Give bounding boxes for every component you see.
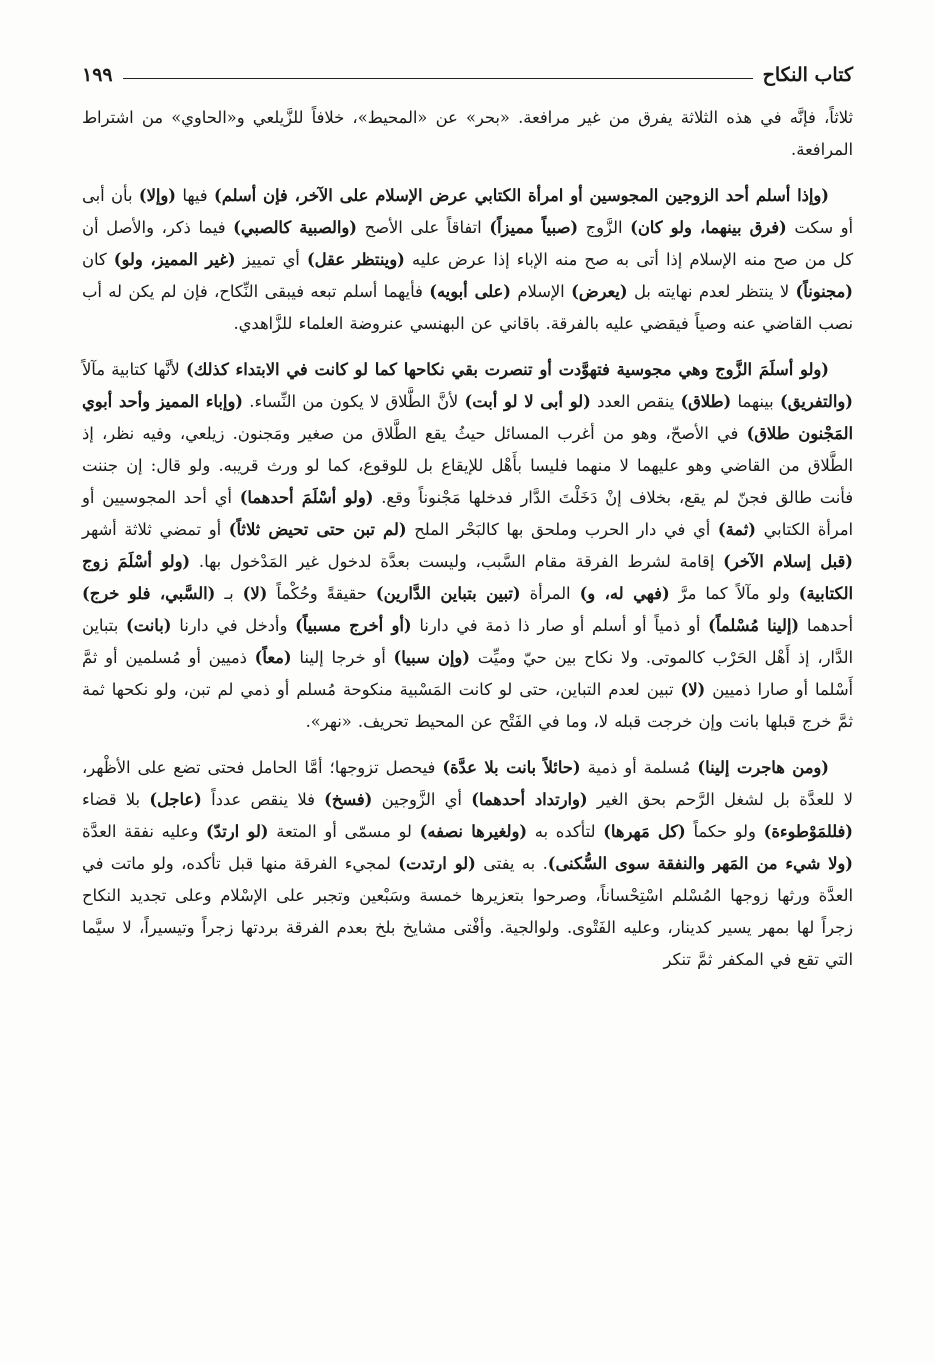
sharh-text: أو تمضي ثلاثة أشهر [82,520,229,539]
matn-text: (السَّبي، فلو خرج) [82,584,216,603]
sharh-text: بتباين الدَّار، إذ أَهْل الحَرْب كالموتى. ولا نكاح بين حيّ وميِّت [82,616,853,667]
sharh-text: فيما ذكر، والأصل أن كل من صح منه الإسلام إذا أتى به صح منه الإباء إذا عرض عليه [82,218,854,269]
sharh-text: الزَّوج [578,218,631,237]
matn-text: (وينتظر عقل) [306,250,405,269]
sharh-text: ذميين أو مُسلمين أو ثمَّ أَسْلما أو صارا ذميين [82,648,853,699]
sharh-text: ولو مآلاً كما مرَّ [669,584,799,603]
sharh-text: أو خرجا إلينا [291,648,394,667]
sharh-text: بلا قضاء [82,790,150,809]
matn-text: (ولا شيء من المَهر والنفقة سوى السُّكنى) [547,854,853,873]
matn-text: (مجنوناً) [795,282,853,301]
matn-text: (وإباء المميز وأحد أبوي المَجْنون طلاق) [82,392,853,443]
sharh-text: الإسلام [510,282,572,301]
matn-text: (قبل إسلام الآخر) [723,552,853,571]
sharh-text: أي تمييز [235,250,307,269]
sharh-text: وعليه نفقة العدَّة [82,822,207,841]
sharh-text: بينهما [731,392,780,411]
paragraph [82,752,853,976]
sharh-text: ثلاثاً، فإنَّه في هذه الثلاثة يفرق من غير مرافعة. «بحر» عن «المحيط»، خلافاً للزَّيلعي و«الحاوي» من اشتراط المرافعة. [82,108,853,159]
matn-text: (لا) [242,584,268,603]
matn-text: (وإذا أسلم أحد الزوجين المجوسين أو امرأة الكتابي عرض الإسلام على الآخر، فإن أسلم) [214,186,829,205]
sharh-text: فيها [176,186,214,205]
running-header [82,58,853,92]
sharh-text: فأيهما أسلم تبعه فيبقى النِّكاح، فإن لم يكن له أب نصب القاضي عنه وصياً فيقضي عليه بالفرقة. باقاني عن البهنسي عنروضة العلماء للزَّاهدي. [82,282,853,333]
matn-text: (لو ارتدت) [398,854,476,873]
page-number: ١٩٩ [82,64,113,86]
matn-text: (فهي له، و) [579,584,670,603]
matn-text: (وإن سبيا) [393,648,470,667]
sharh-text: لأنَّ الطَّلاق لا يكون من النِّساء. [243,392,465,411]
sharh-text: بـ [215,584,243,603]
sharh-text: أو ذمياً أو أسلم أو صار ذا ذمة في دارنا [411,616,709,635]
sharh-text: بأن أبى أو سكت [82,186,853,237]
chapter-title: كتاب النكاح [762,64,853,86]
sharh-text: المرأة [520,584,580,603]
sharh-text: لا ينتظر لعدم نهايته بل [627,282,796,301]
matn-text: (لو أبى لا لو أبت) [464,392,591,411]
sharh-text: فيحصل تزوجها؛ أمَّا الحامل فحتى تضع على الأظْهر، لا للعدَّة بل لشغل الرَّحم بحق الغير [82,758,853,809]
matn-text: (ومن هاجرت إلينا) [697,758,829,777]
matn-text: (عاجل) [149,790,202,809]
sharh-text: وأدخل في دارنا [171,616,296,635]
matn-text: (فللمَوْطوءة) [763,822,853,841]
sharh-text: لتأكده به [527,822,604,841]
matn-text: (والتفريق) [779,392,853,411]
sharh-text: مُسلمة أو ذمية [580,758,698,777]
sharh-text: أحدهما [799,616,853,635]
sharh-text: أي الزَّوجين [372,790,472,809]
matn-text: (لا) [680,680,706,699]
sharh-text: أي أحد المجوسيين أو امرأة الكتابي [82,488,853,539]
sharh-text: لأنَّها كتابية مآلاً [82,360,187,379]
matn-text: (ولغيرها نصفه) [419,822,528,841]
matn-text: (على أبويه) [429,282,511,301]
sharh-text: أي في دار الحرب وملحق بها كالبَحْر الملح [406,520,718,539]
matn-text: (لو ارتدّ) [206,822,269,841]
matn-text: (تبين بتباين الدَّارين) [375,584,521,603]
matn-text: (يعرض) [571,282,628,301]
matn-text: (وارتداد أحدهما) [471,790,588,809]
paragraph [82,354,853,738]
matn-text: (صبياً مميزاً) [489,218,579,237]
sharh-text: اتفاقاً على الأصح [356,218,490,237]
sharh-text: . به يفتى [475,854,548,873]
matn-text: (والصبية كالصبي) [233,218,357,237]
matn-text: (ولو أسلَمَ الزَّوج وهي مجوسية فتهوَّدت أو تنصرت بقي نكاحها كما لو كانت في الابتداء كذلك) [186,360,829,379]
matn-text: (ولو أسْلَمَ زوج الكتابية) [82,552,853,603]
matn-text: (طلاق) [680,392,732,411]
paragraph [82,102,853,166]
matn-text: (معاً) [254,648,292,667]
sharh-text: ينقص العدد [590,392,681,411]
matn-text: (إلينا مُسْلماً) [708,616,800,635]
sharh-text: في الأصحّ، وهو من أغرب المسائل حيثُ يقع الطَّلاق من صغير ومَجنون. زيلعي، وفيه نظر، إذ الطَّلاق من القاضي وهو عليهما لا منهما فليسا بأَهْل للإيقاع بل للوقوع، كما لو ورث قريبه. ولو قال: إن جننت فأنت طالق فجنّ لم يقع، بخلاف إنْ دَخَلْتَ الدَّار فدخلها مَجْنوناً وقع. [82,424,854,507]
sharh-text: حقيقةً وحُكْماً [267,584,376,603]
sharh-text: كان [82,250,114,269]
sharh-text: ولو حكماً [685,822,764,841]
matn-text: (ثمة) [717,520,756,539]
sharh-text: فلا ينقص عدداً [201,790,325,809]
matn-text: (وإلا) [138,186,176,205]
paragraph [82,180,853,340]
sharh-text: لمجيء الفرقة منها قبل تأكده، ولو ماتت في العدَّة ورثها زوجها المُسْلم اسْتِحْساناً، وصرحوا بتعزيرها خمسة وسَبْعين وتجبر على الإسْلام وعلى تجديد النكاح زجراً لها بمهر يسير كدينار، وعليه الفَتْوى. ولوالجية. وأفْتى مشايخ بلخ بعدم الفرقة بردتها زجراً وتيسيراً، لا سيَّما التي تقع في المكفر ثمَّ تنكر [82,854,853,969]
matn-text: (كل مَهرها) [603,822,686,841]
matn-text: (حائلاً بانت بلا عدَّة) [442,758,581,777]
sharh-text: لو مسمّى أو المتعة [268,822,420,841]
matn-text: (أو أخرج مسبياً) [295,616,412,635]
matn-text: (فرق بينهما، ولو كان) [630,218,787,237]
matn-text: (فسخ) [324,790,373,809]
matn-text: (لم تبن حتى تحيض ثلاثاً) [228,520,407,539]
sharh-text: تبين لعدم التباين، حتى لو كانت المَسْبية منكوحة مُسلم أو ذمي لم تبن، ولو نكحها ثمة ثمَّ خرج قبلها بانت وإن خرجت قبله لا، وما في الفَتْح عن المحيط تحريف. «نهر». [82,680,853,731]
sharh-text: إقامة لشرط الفرقة مقام السَّبب، وليست بعدَّة لدخول غير المَدْخول بها. [190,552,724,571]
matn-text: (ولو أسْلَمَ أحدهما) [239,488,374,507]
matn-text: (بانت) [126,616,172,635]
body-text [82,102,853,976]
matn-text: (غير المميز، ولو) [113,250,236,269]
header-rule [123,78,753,79]
